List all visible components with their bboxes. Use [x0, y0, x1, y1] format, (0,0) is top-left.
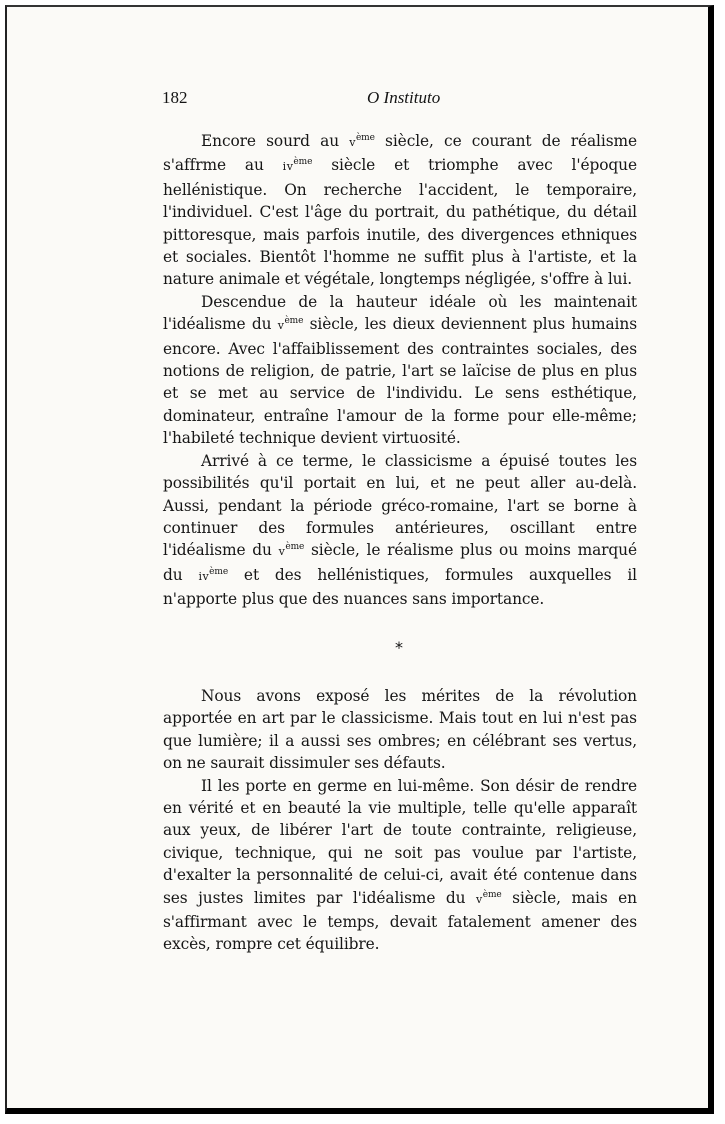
text-block-bottom: [163, 685, 637, 956]
roman-numeral: iv: [282, 160, 294, 174]
superscript: ème: [355, 133, 375, 143]
text-run: siècle, les dieux deviennent plus humains encore. Avec l'affaiblissement des contraintes sociales, des notions de religion, de patrie, l'art se laïcise de plus en plus et se met au service de l'individu. Le sens esthétique, dominateur, entraîne l'amour de la forme pour elle-même; l'habileté technique devient virtuosité.: [163, 315, 637, 448]
superscript: ème: [209, 566, 229, 577]
superscript: ème: [482, 889, 502, 900]
text-run: et des hellénistiques, formules auxquelles il n'apporte plus que des nuances sans importance.: [163, 565, 637, 609]
text-block-top: [163, 130, 637, 611]
paragraph: [163, 775, 637, 956]
paragraph: [163, 450, 637, 611]
roman-numeral: v: [277, 319, 285, 333]
superscript: ème: [285, 542, 305, 553]
section-separator: *: [395, 638, 403, 657]
text-run: Nous avons exposé les mérites de la révolution apportée en art par le classicisme. Mais tout en lui n'est pas que lumière; il a aussi ses ombres; en célébrant ses vertus, on ne saurait dissimuler ses défauts.: [163, 687, 637, 773]
roman-numeral: v: [349, 136, 356, 149]
roman-numeral: iv: [198, 569, 210, 583]
text-run: siècle, ce courant de réalisme s'affrme au: [163, 132, 637, 175]
paragraph: [163, 291, 637, 450]
paragraph: [163, 685, 637, 775]
text-run: siècle et triomphe avec l'époque hellénistique. On recherche l'accident, le temporaire, l'individuel. C'est l'âge du portrait, du pathétique, du détail pittoresque, mais parfois inutile, des divergences ethniques et sociales. Bientôt l'homme ne suffit plus à l'artiste, et la nature animale et végétale, longtemps négligée, s'offre à lui.: [163, 156, 637, 289]
roman-numeral: v: [476, 892, 483, 906]
roman-numeral: v: [278, 545, 286, 559]
text-run: Arrivé à ce terme, le classicisme a épuisé toutes les possibilités qu'il portait en lui, et ne peut aller au-delà. Aussi, pendant la période gréco-romaine, l'art se borne à continuer des formules antérieures, oscillant entre l'idéalisme du: [163, 451, 637, 560]
text-run: siècle, mais en s'affirmant avec le temps, devait fatalement amener des excès, rompre cet équilibre.: [163, 888, 637, 954]
superscript: ème: [293, 157, 313, 168]
text-run: Encore sourd au: [201, 132, 350, 150]
page-number: 182: [162, 88, 188, 107]
text-run: Descendue de la hauteur idéale où les maintenait l'idéalisme du: [163, 292, 637, 334]
text-run: siècle, le réalisme plus ou moins marqué du: [163, 541, 637, 584]
paragraph: [163, 130, 637, 291]
superscript: ème: [284, 316, 304, 327]
running-head: [162, 88, 636, 112]
text-run: Il les porte en germe en lui-même. Son désir de rendre en vérité et en beauté la vie multiple, telle qu'elle apparaît aux yeux, de libérer l'art de toute contrainte, religieuse, civique, technique, qui ne soit pas voulue par l'artiste, d'exalter la personnalité de celui-ci, avait été contenue dans ses justes limites par l'idéalisme du: [163, 776, 637, 907]
journal-title: O Instituto: [367, 88, 441, 107]
